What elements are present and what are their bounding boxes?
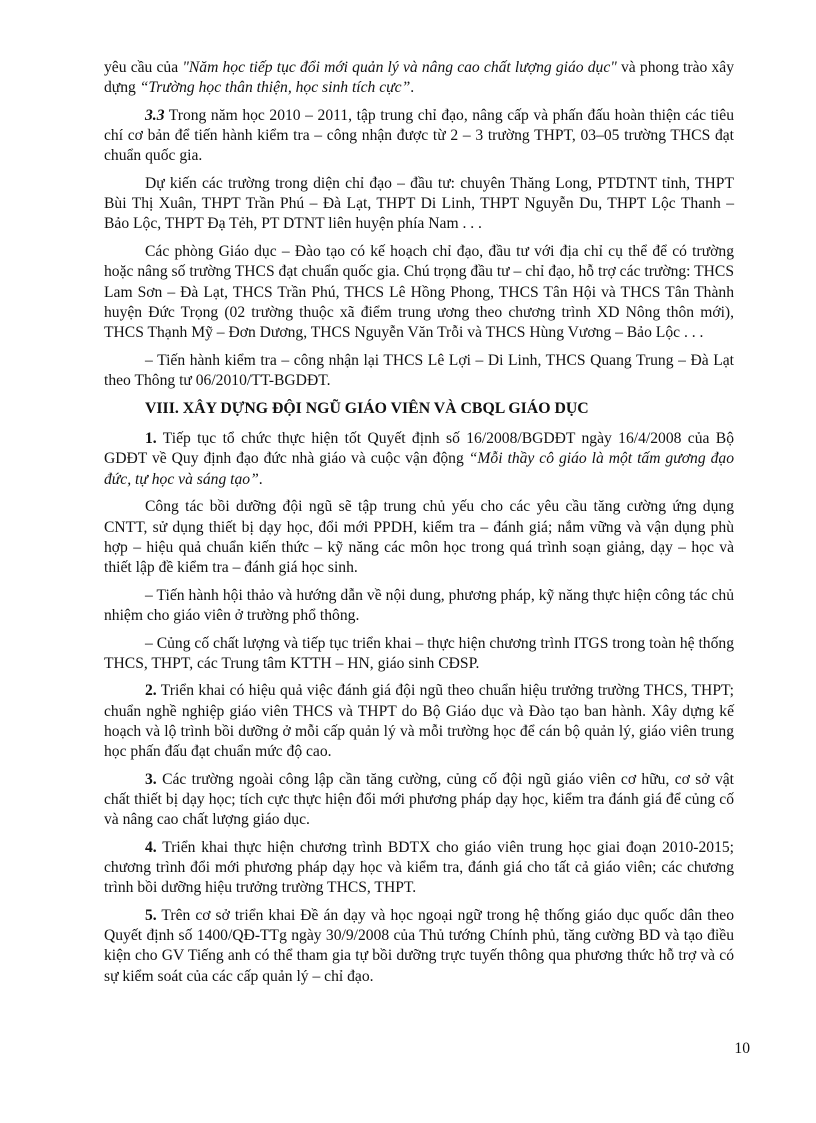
item-quote: “Mỗi thầy cô giáo là một tấm gương đạo đức, tự học và sáng tạo” — [104, 450, 734, 488]
paragraph-workshop: – Tiến hành hội thảo và hướng dẫn về nội dung, phương pháp, kỹ năng thực hiện công tác chủ nhiệm cho giáo viên ở trường phổ thông. — [104, 586, 734, 624]
intro-quote-1: "Năm học tiếp tục đổi mới quản lý và nâng cao chất lượng giáo dục" — [182, 59, 617, 76]
item-2-paragraph — [104, 681, 734, 762]
paragraph-reinspection: – Tiến hành kiểm tra – công nhận lại THCS Lê Lợi – Di Linh, THCS Quang Trung – Đà Lạt theo Thông tư 06/2010/TT-BGDĐT. — [104, 351, 734, 389]
item-5-paragraph — [104, 906, 734, 987]
intro-text-1: yêu cầu của — [104, 59, 183, 76]
paragraph-text: Triển khai thực hiện chương trình BDTX cho giáo viên trung học giai đoạn 2010-2015; chương trình đổi mới phương pháp dạy học và kiểm tra, đánh giá cho tất cả giáo viên; các chương trình bồi dưỡng hiệu trưởng trường THCS, THPT. — [104, 838, 734, 897]
item-number: 4. — [145, 838, 157, 856]
item-number: 2. — [145, 682, 157, 700]
paragraph-training: Công tác bồi dưỡng đội ngũ sẽ tập trung chủ yếu cho các yêu cầu tăng cường ứng dụng CNTT, sử dụng thiết bị dạy học, đổi mới PPDH, kiểm tra – đánh giá; nắm vững và vận dụng phù hợp – hiệu quả chuẩn kiến thức – kỹ năng các môn học trong quá trình soạn giảng, dạy – học và thiết lập đề kiểm tra – đánh giá học sinh. — [104, 498, 734, 576]
section-number: 3.3 — [145, 106, 165, 124]
intro-text-2: và phong trào xây dựng — [104, 59, 734, 97]
paragraph-text: Trong năm học 2010 – 2011, tập trung chỉ đạo, nâng cấp và phấn đấu hoàn thiện các tiêu chí cơ bản để tiến hành kiểm tra – công nhận được từ 2 – 3 trường THPT, 03–05 trường THCS đạt chuẩn quốc gia. — [104, 106, 734, 165]
item-1-paragraph — [104, 429, 734, 490]
paragraph-text: Trên cơ sở triển khai Đề án dạy và học ngoại ngữ trong hệ thống giáo dục quốc dân theo Quyết định số 1400/QĐ-TTg ngày 30/9/2008 của Thủ tướng Chính phủ, tăng cường BD và tạo điều kiện cho GV Tiếng anh có thể tham gia tự bồi dưỡng trực tuyến thông qua phương thức hỗ trợ và có sự kiểm soát của các cấp quản lý – chỉ đạo. — [104, 907, 734, 985]
item-4-paragraph — [104, 838, 734, 899]
section-heading-viii: VIII. XÂY DỰNG ĐỘI NGŨ GIÁO VIÊN VÀ CBQL GIÁO DỤC — [145, 400, 589, 418]
item-number: 3. — [145, 770, 157, 788]
paragraph-text: Các trường ngoài công lập cần tăng cường, củng cố đội ngũ giáo viên cơ hữu, cơ sở vật chất thiết bị dạy học; tích cực thực hiện đổi mới phương pháp dạy học, kiểm tra đánh giá để củng cố và nâng cao chất lượng giáo dục. — [104, 770, 734, 829]
intro-paragraph — [104, 58, 734, 98]
paragraph-planned-schools: Dự kiến các trường trong diện chỉ đạo – đầu tư: chuyên Thăng Long, PTDTNT tỉnh, THPT Bùi Thị Xuân, THPT Trần Phú – Đà Lạt, THPT Di Linh, THPT Nguyễn Du, THPT Lộc Thanh – Bảo Lộc, THPT Đạ Tẻh, PT DTNT liên huyện phía Nam . . . — [104, 175, 734, 233]
section-3-3-paragraph — [104, 106, 734, 167]
intro-text-3: . — [410, 79, 415, 97]
item-number: 5. — [145, 907, 157, 925]
intro-quote-2: “Trường học thân thiện, học sinh tích cực” — [139, 79, 411, 97]
item-3-paragraph — [104, 770, 734, 831]
paragraph-text: . — [258, 470, 263, 488]
paragraph-departments: Các phòng Giáo dục – Đào tạo có kế hoạch chỉ đạo, đầu tư với địa chỉ cụ thể để có trường hoặc nâng số trường THCS đạt chuẩn quốc gia. Chú trọng đầu tư – chỉ đạo, hỗ trợ các trường: THCS Lam Sơn – Đà Lạt, THCS Trần Phú, THCS Lê Hồng Phong, THCS Tân Hội và THCS Tân Thành huyện Đức Trọng (02 trường thuộc xã điểm trung ương theo chương trình XD Nông thôn mới), THCS Thạnh Mỹ – Đơn Dương, THCS Nguyễn Văn Trỗi và THCS Hùng Vương – Bảo Lộc . . . — [104, 243, 734, 341]
page-number: 10 — [734, 1040, 750, 1057]
paragraph-text: Tiếp tục tổ chức thực hiện tốt Quyết định số 16/2008/BGDĐT ngày 16/4/2008 của Bộ GDĐT về Quy định đạo đức nhà giáo và cuộc vận động — [104, 430, 734, 468]
item-number: 1. — [145, 430, 157, 448]
paragraph-itgs: – Củng cố chất lượng và tiếp tục triển khai – thực hiện chương trình ITGS trong toàn hệ thống THCS, THPT, các Trung tâm KTTH – HN, giáo sinh CĐSP. — [104, 634, 734, 672]
paragraph-text: Triển khai có hiệu quả việc đánh giá đội ngũ theo chuẩn hiệu trưởng trường THCS, THPT; chuẩn nghề nghiệp giáo viên THCS và THPT do Bộ Giáo dục và Đào tạo ban hành. Xây dựng kế hoạch và lộ trình bồi dưỡng ở mỗi cấp quản lý và mỗi trường học để cán bộ quản lý, giáo viên trung học phấn đấu đạt chuẩn mức độ cao. — [104, 682, 734, 761]
